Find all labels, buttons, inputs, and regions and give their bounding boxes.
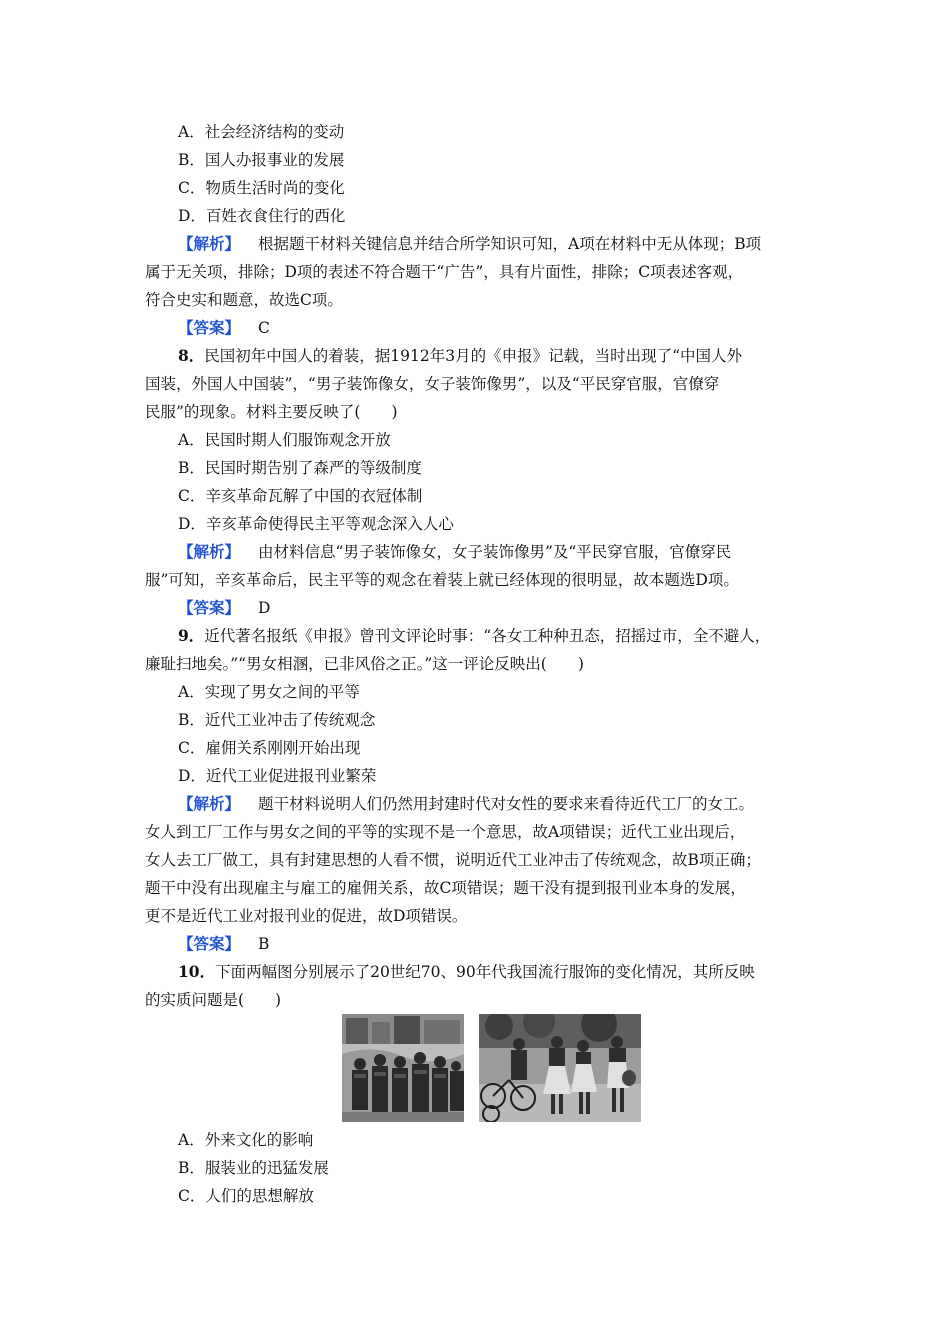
q10-stem-line-2: 的实质问题是( ) [145, 991, 282, 1009]
q7-analysis-line-1 [178, 234, 761, 254]
q10-number: 10． [178, 962, 216, 981]
q10-option-a: A．外来文化的影响 [178, 1131, 314, 1149]
q9-option-b: B．近代工业冲击了传统观念 [178, 711, 376, 729]
q7-answer-tag: 【答案】 [178, 318, 241, 337]
q10-option-c: C．人们的思想解放 [178, 1187, 314, 1205]
q7-option-a: A．社会经济结构的变动 [178, 123, 345, 141]
q7-answer-line [178, 318, 270, 338]
q9-analysis-line-1 [178, 794, 754, 814]
q8-option-a: A．民国时期人们服饰观念开放 [178, 431, 391, 449]
q8-analysis-text-1: 由材料信息“男子装饰像女，女子装饰像男”及“平民穿官服，官僚穿民 [258, 543, 732, 561]
q7-option-c: C．物质生活时尚的变化 [178, 179, 345, 197]
q9-analysis-line-3: 女人去工厂做工，具有封建思想的人看不惯，说明近代工业冲击了传统观念，故B项正确； [145, 851, 761, 869]
q9-answer-line [178, 934, 269, 954]
q8-number: 8． [178, 346, 205, 365]
q9-answer: B [258, 935, 270, 953]
q9-analysis-line-5: 更不是近代工业对报刊业的促进，故D项错误。 [145, 907, 468, 925]
q8-option-c: C．辛亥革命瓦解了中国的衣冠体制 [178, 487, 423, 505]
q9-stem-line-2: 廉耻扫地矣。”“男女相溷，已非风俗之正。”这一评论反映出( ) [145, 655, 584, 673]
q10-stem-text-1: 下面两幅图分别展示了20世纪70、90年代我国流行服饰的变化情况，其所反映 [215, 963, 755, 981]
q7-analysis-line-3: 符合史实和题意，故选C项。 [145, 291, 343, 309]
q9-option-a: A．实现了男女之间的平等 [178, 683, 360, 701]
q8-answer: D [258, 599, 271, 617]
q7-answer: C [258, 319, 270, 337]
q8-stem-text-1: 民国初年中国人的着装，据1912年3月的《申报》记载，当时出现了“中国人外 [204, 347, 743, 365]
q8-analysis-line-1 [178, 542, 731, 562]
q9-option-c: C．雇佣关系刚刚开始出现 [178, 739, 361, 757]
q9-number: 9． [178, 626, 205, 645]
q10-option-b: B．服装业的迅猛发展 [178, 1159, 329, 1177]
q7-analysis-tag: 【解析】 [178, 234, 241, 253]
q8-analysis-tag: 【解析】 [178, 542, 241, 561]
q9-stem-line-1 [178, 626, 770, 646]
q8-option-d: D．辛亥革命使得民主平等观念深入人心 [178, 515, 454, 533]
q9-analysis-tag: 【解析】 [178, 794, 241, 813]
q9-analysis-line-4: 题干中没有出现雇主与雇工的雇佣关系，故C项错误；题干没有提到报刊业本身的发展， [145, 879, 746, 897]
q7-option-b: B．国人办报事业的发展 [178, 151, 345, 169]
q9-answer-tag: 【答案】 [178, 934, 241, 953]
q7-option-d: D．百姓衣食住行的西化 [178, 207, 346, 225]
q9-analysis-text-1: 题干材料说明人们仍然用封建时代对女性的要求来看待近代工厂的女工。 [258, 795, 755, 813]
q8-stem-line-1 [178, 346, 742, 366]
q7-analysis-line-2: 属于无关项，排除；D项的表述不符合题干“广告”，具有片面性，排除；C项表述客观， [145, 263, 744, 281]
q8-answer-line [178, 598, 270, 618]
q8-stem-line-3: 民服”的现象。材料主要反映了( ) [145, 403, 398, 421]
q10-stem-line-1 [178, 962, 755, 982]
q9-analysis-line-2: 女人到工厂工作与男女之间的平等的实现不是一个意思，故A项错误；近代工业出现后， [145, 823, 746, 841]
q8-stem-line-2: 国装，外国人中国装”，“男子装饰像女，女子装饰像男”，以及“平民穿官服，官僚穿 [145, 375, 720, 393]
q8-answer-tag: 【答案】 [178, 598, 241, 617]
photo-1970s-clothing [342, 1014, 464, 1122]
photo-1990s-clothing [479, 1014, 641, 1122]
q7-analysis-text-1: 根据题干材料关键信息并结合所学知识可知，A项在材料中无从体现；B项 [258, 235, 762, 253]
q9-option-d: D．近代工业促进报刊业繁荣 [178, 767, 377, 785]
q9-stem-text-1: 近代著名报纸《申报》曾刊文评论时事：“各女工种种丑态，招摇过市，全不避人， [204, 627, 771, 645]
q8-option-b: B．民国时期告别了森严的等级制度 [178, 459, 422, 477]
q8-analysis-line-2: 服”可知，辛亥革命后，民主平等的观念在着装上就已经体现的很明显，故本题选D项。 [145, 571, 739, 589]
